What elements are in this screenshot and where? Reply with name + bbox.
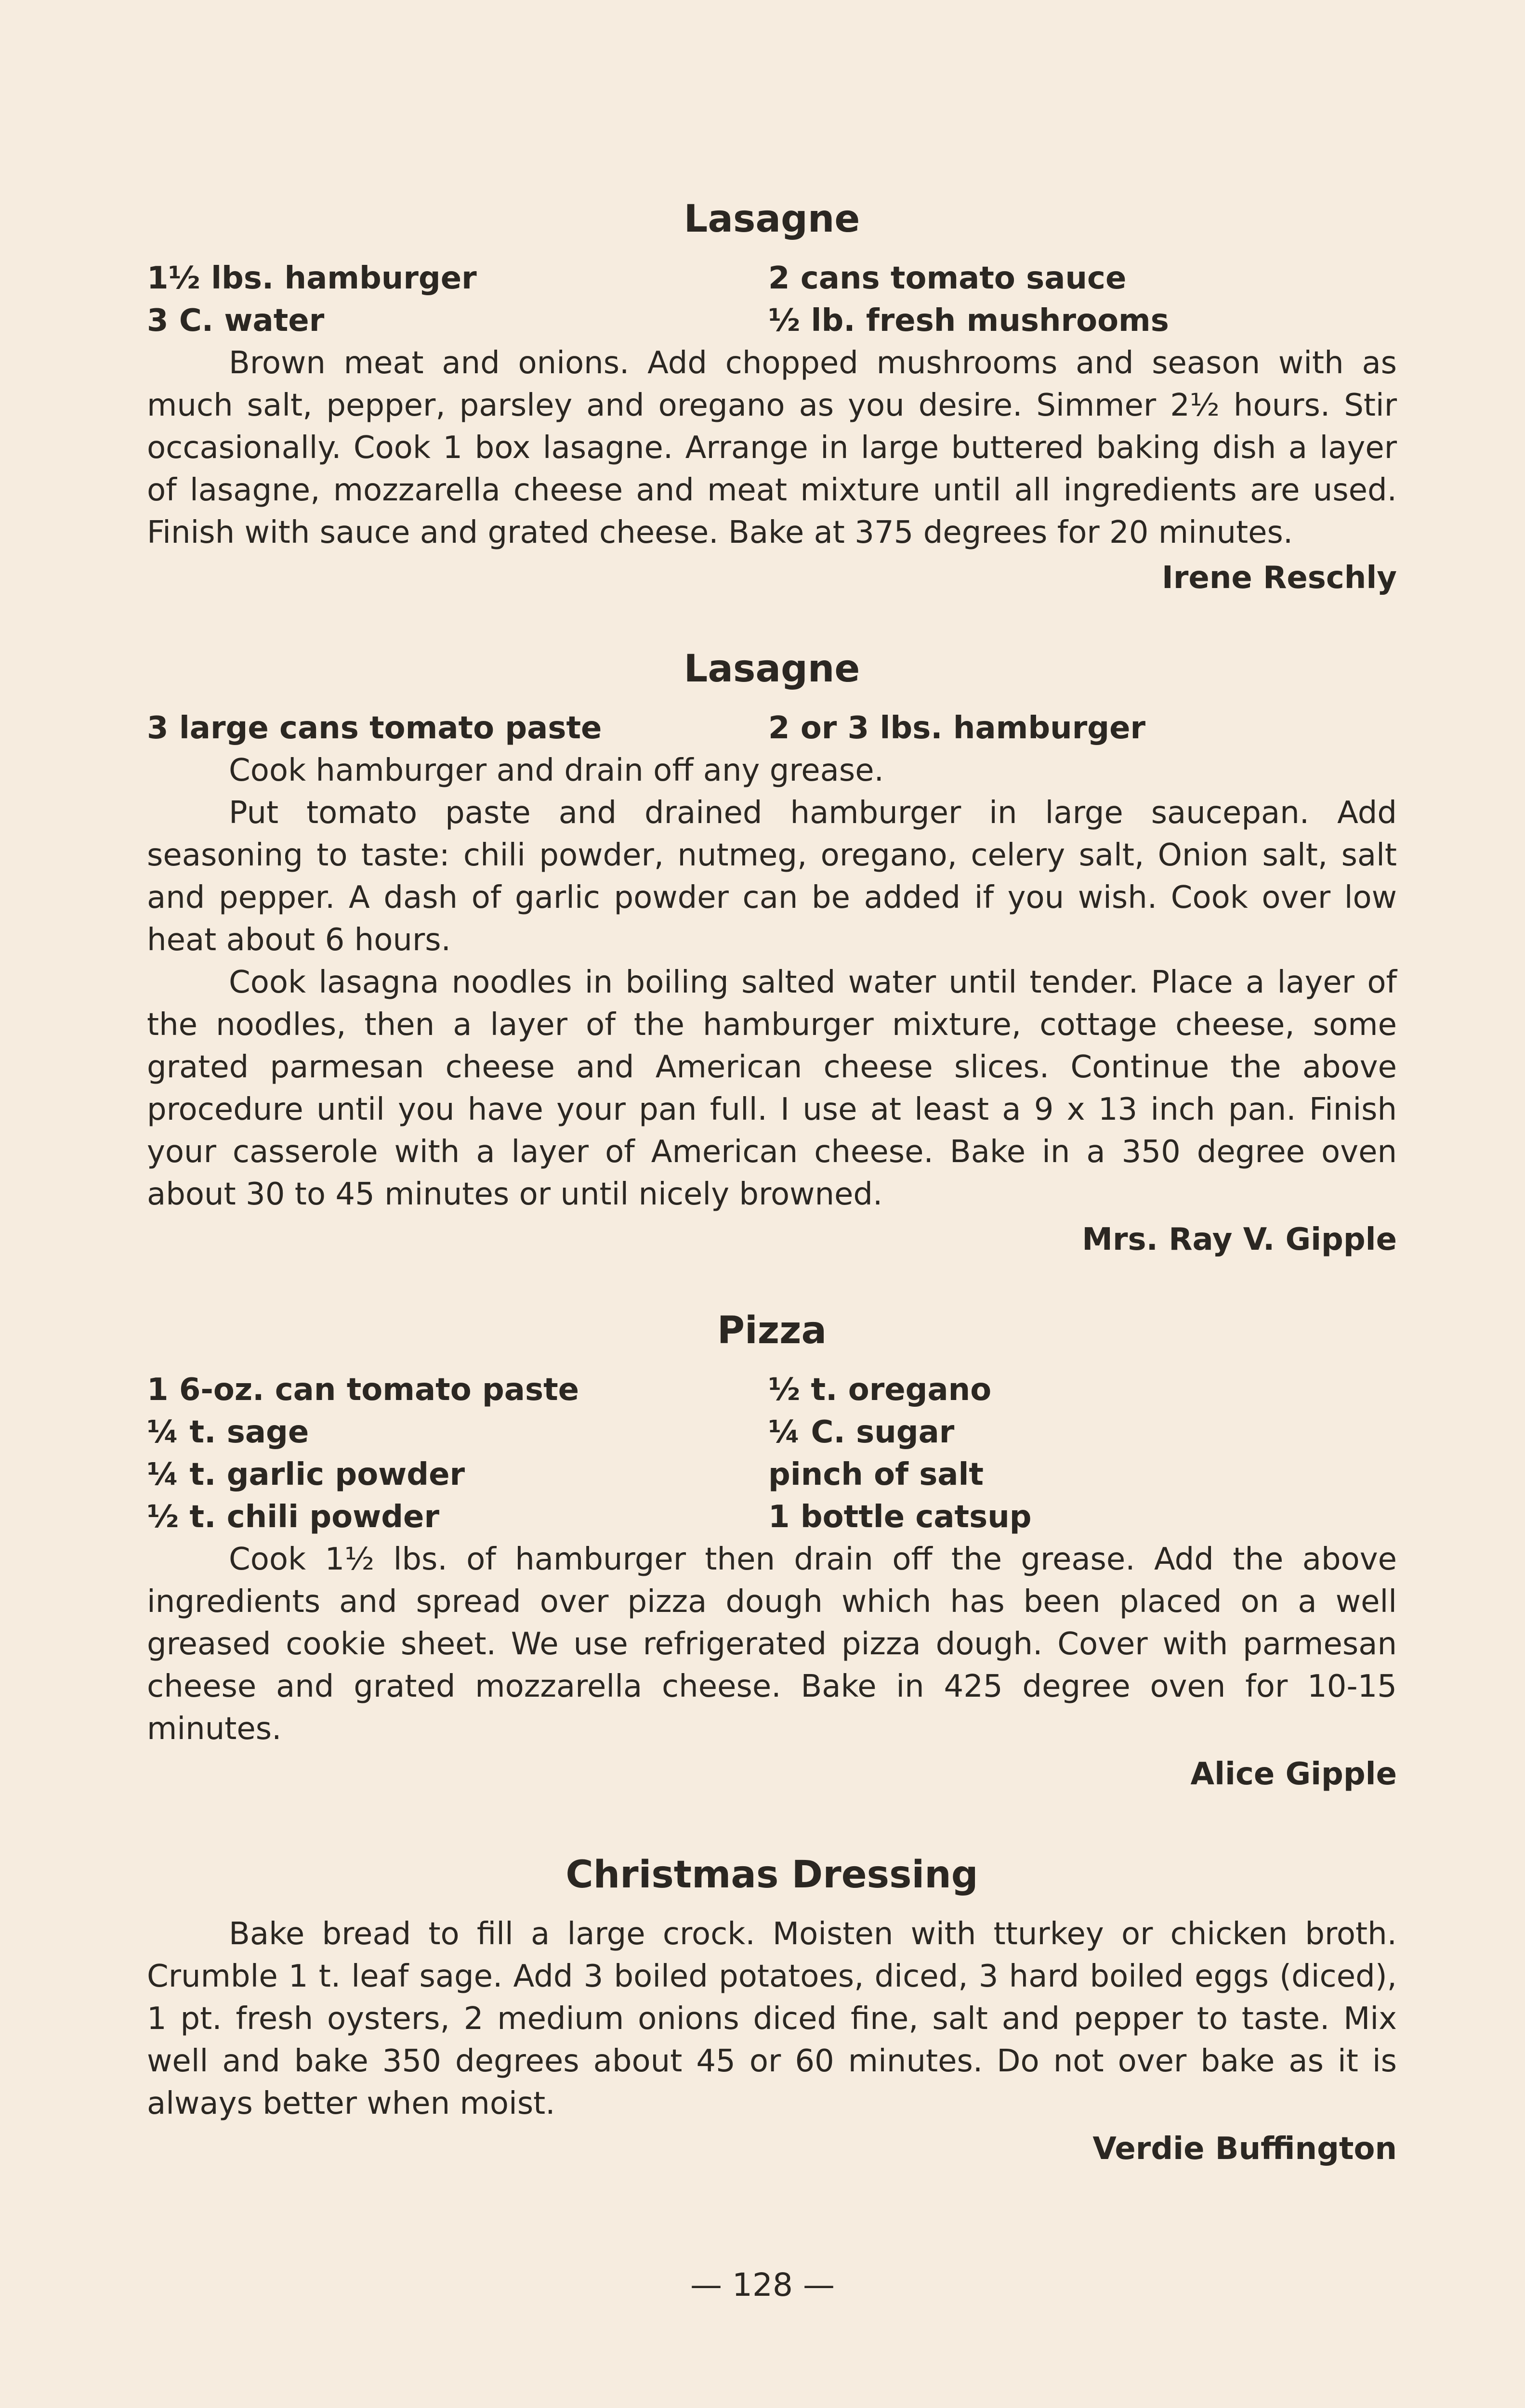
recipe-author: Verdie Buffington [1092, 2131, 1397, 2167]
recipe-title: Christmas Dressing [565, 1853, 978, 1897]
recipe-author: Alice Gipple [1190, 1756, 1397, 1792]
instructions: Cook hamburger and drain off any grease. [229, 753, 884, 788]
ingredient: ¼ t. garlic powder [147, 1457, 465, 1492]
page-number: — 128 — [690, 2266, 835, 2303]
recipe-title: Pizza [717, 1309, 827, 1352]
ingredient-list [147, 257, 1397, 342]
ingredient: 2 cans tomato sauce [768, 261, 1127, 296]
instructions: Cook lasagna noodles in boiling salted water until tender. Place a layer of the noodles, then a layer of the hamburger mixture, cottage cheese, some grated parmesan cheese and American cheese slices. Continue the above procedure until you have your pan full. I use at least a 9 x 13 inch pan. Finish your casserole with a layer of American cheese. Bake in a 350 degree oven about 30 to 45 minutes or until nicely browned. [147, 965, 1397, 1212]
recipe-title: Lasagne [684, 647, 860, 691]
ingredient: ¼ t. sage [147, 1414, 309, 1450]
instructions: Put tomato paste and drained hamburger in large saucepan. Add seasoning to taste: chili powder, nutmeg, oregano, celery salt, Onion salt, salt and pepper. A dash of garlic powder can be added if you wish. Cook over low heat about 6 hours. [147, 795, 1397, 958]
recipe-author: Mrs. Ray V. Gipple [1082, 1222, 1397, 1257]
instructions: Bake bread to fill a large crock. Moisten with tturkey or chicken broth. Crumble 1 t. leaf sage. Add 3 boiled potatoes, diced, 3 hard boiled eggs (diced), 1 pt. fresh oysters, 2 medium onions diced fine, salt and pepper to taste. Mix well and bake 350 degrees about 45 or 60 minutes. Do not over bake as it is always better when moist. [147, 1916, 1397, 2121]
ingredient: 1 6-oz. can tomato paste [147, 1372, 579, 1408]
ingredient-list [147, 707, 1397, 749]
recipe-christmas-dressing [147, 1848, 1397, 2170]
ingredient-list [147, 1369, 1397, 1538]
recipe-author: Irene Reschly [1162, 560, 1397, 596]
ingredient: 3 large cans tomato paste [147, 710, 602, 746]
ingredient: 2 or 3 lbs. hamburger [768, 710, 1146, 746]
ingredient: 3 C. water [147, 303, 325, 339]
instructions: Brown meat and onions. Add chopped mushrooms and season with as much salt, pepper, parsley and oregano as you desire. Simmer 2½ hours. Stir occasionally. Cook 1 box lasagne. Arrange in large buttered baking dish a layer of lasagne, mozzarella cheese and meat mixture until all ingredients are used. Finish with sauce and grated cheese. Bake at 375 degrees for 20 minutes. [147, 345, 1397, 550]
recipe-lasagne-1 [147, 193, 1397, 599]
ingredient: 1½ lbs. hamburger [147, 261, 477, 296]
ingredient: pinch of salt [768, 1457, 984, 1492]
ingredient: ½ lb. fresh mushrooms [768, 303, 1169, 339]
recipe-title: Lasagne [684, 197, 860, 241]
ingredient: ½ t. chili powder [147, 1499, 439, 1535]
recipe-pizza [147, 1304, 1397, 1795]
ingredient: ¼ C. sugar [768, 1414, 955, 1450]
ingredient: ½ t. oregano [768, 1372, 992, 1408]
page-content [147, 193, 1397, 2170]
recipe-lasagne-2 [147, 642, 1397, 1261]
instructions: Cook 1½ lbs. of hamburger then drain off the grease. Add the above ingredients and spread over pizza dough which has been placed on a well greased cookie sheet. We use refrigerated pizza dough. Cover with parmesan cheese and grated mozzarella cheese. Bake in 425 degree oven for 10-15 minutes. [147, 1542, 1397, 1747]
ingredient: 1 bottle catsup [768, 1499, 1032, 1535]
